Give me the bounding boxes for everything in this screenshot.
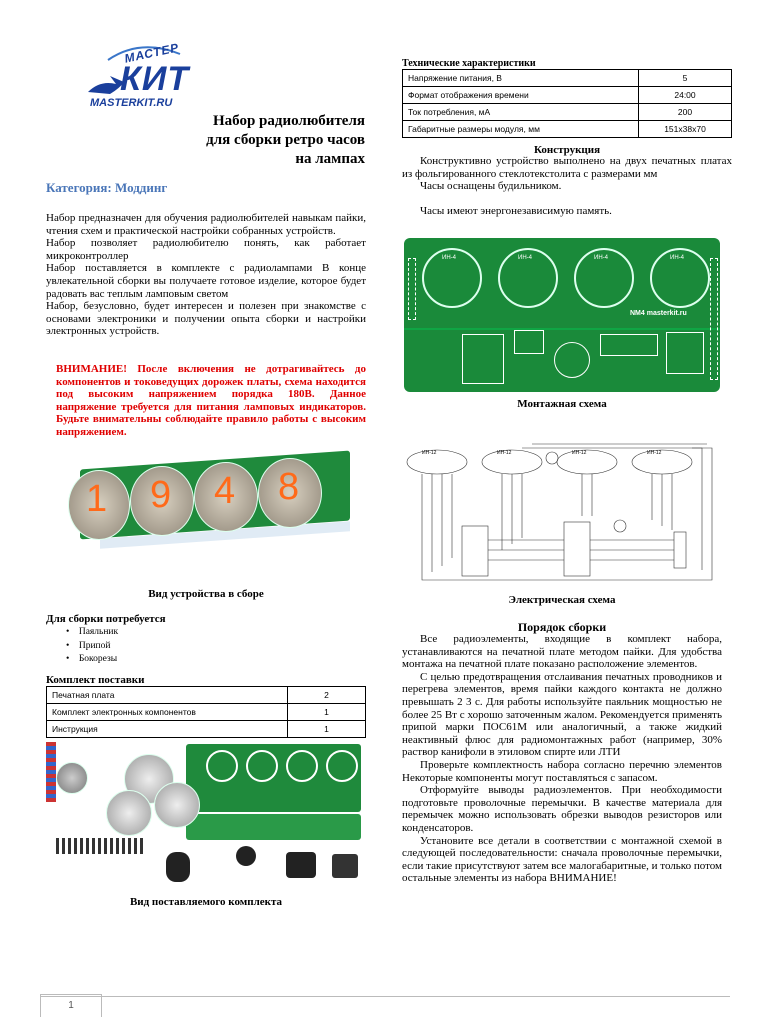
intro-text bbox=[46, 212, 366, 338]
construction-paragraph: Часы оснащены будильником. bbox=[420, 180, 562, 193]
schematic-tube-label: ИН-12 bbox=[422, 450, 437, 456]
assembly-paragraph: Проверьте комплектность набора согласно перечню элементов Некоторые компоненты могут поставляться с запасом. bbox=[402, 758, 722, 784]
assembly-paragraph: Отформуйте выводы радиоэлементов. При необходимости подготовьте проволочные перемычки. В качестве материала для перемычек можно использовать обрезки выводов резисторов или конденсаторов. bbox=[402, 784, 722, 834]
schematic-tube-label: ИН-12 bbox=[497, 450, 512, 456]
logo-brand-main: КИТ bbox=[120, 60, 190, 98]
schematic-caption: Электрическая схема bbox=[508, 594, 616, 606]
kit-title: Комплект поставки bbox=[46, 674, 145, 686]
warning-text: ВНИМАНИЕ! После включения не дотрагивайтесь до компонентов и токоведущих дорожек платы, схема находится под высоким напряжением порядка 180В. Данное напряжение требуется для питания ламповых индикаторов. Будьте внимательны соблюдайте правило работы с высоким напряжением. bbox=[56, 363, 366, 438]
table-row: Ток потребления, мА 200 bbox=[403, 104, 732, 121]
display-digit: 9 bbox=[150, 474, 172, 516]
intro-paragraph: Набор предназначен для обучения радиолюбителей навыкам пайки, чтения схем и практической настройки собранных устройств. bbox=[46, 212, 366, 237]
logo-url: MASTERKIT.RU bbox=[90, 97, 173, 109]
table-row: Напряжение питания, В 5 bbox=[403, 70, 732, 87]
assembly-paragraph: Установите все детали в соответствии с монтажной схемой в следующей последовательности: сначала проволочные перемычки, если такие присутствуют затем все малогабаритные, и только потом остальные элементы из набора ВНИМАНИЕ! bbox=[402, 834, 722, 885]
schematic-tube-label: ИН-12 bbox=[647, 450, 662, 456]
table-row: Инструкция 1 bbox=[47, 721, 366, 738]
list-item: • Паяльник bbox=[66, 627, 119, 637]
pcb-tube-label: ИН-4 bbox=[442, 255, 456, 261]
kit-photo bbox=[46, 742, 366, 892]
title-line-2: для сборки ретро часов bbox=[206, 132, 365, 148]
pcb-tube-label: ИН-4 bbox=[670, 255, 684, 261]
construction-text bbox=[402, 155, 732, 217]
category-heading: Категория: Моддинг bbox=[46, 180, 168, 195]
page-title bbox=[120, 112, 365, 169]
display-digit: 4 bbox=[214, 470, 236, 512]
tools-title: Для сборки потребуется bbox=[46, 613, 166, 625]
construction-paragraph: Конструктивно устройство выполнено на двух печатных платах из фольгированного стеклотекстолита с размерами мм bbox=[402, 155, 732, 180]
assembly-title: Порядок сборки bbox=[517, 620, 607, 634]
schematic-diagram bbox=[402, 440, 722, 590]
mount-caption: Монтажная схема bbox=[517, 398, 607, 410]
device-photo bbox=[60, 452, 360, 582]
tools-list bbox=[66, 626, 118, 667]
table-row: Печатная плата 2 bbox=[47, 687, 366, 704]
construction-paragraph: Часы имеют энергонезависимую память. bbox=[420, 204, 612, 217]
specs-table bbox=[402, 69, 732, 138]
pcb-label: NM4 masterkit.ru bbox=[630, 310, 687, 317]
pcb-mounting-diagram bbox=[404, 238, 720, 392]
specs-title: Технические характеристики bbox=[402, 58, 536, 69]
display-digit: 8 bbox=[278, 466, 300, 508]
page-number: 1 bbox=[68, 1000, 74, 1011]
kit-caption: Вид поставляемого комплекта bbox=[129, 896, 283, 908]
intro-paragraph: Набор позволяет радиолюбителю понять, как работает микроконтроллер bbox=[46, 237, 366, 262]
assembly-text bbox=[402, 633, 722, 885]
device-caption: Вид устройства в сборе bbox=[148, 588, 264, 600]
list-item: • Припой bbox=[66, 640, 111, 651]
logo-brand-top: МАСТЕР bbox=[123, 40, 181, 66]
construction-title: Конструкция bbox=[533, 144, 601, 156]
pcb-tube-label: ИН-4 bbox=[594, 255, 608, 261]
schematic-graphic bbox=[402, 440, 722, 590]
display-digit: 1 bbox=[86, 478, 108, 520]
assembly-paragraph: Все радиоэлементы, входящие в комплект набора, устанавливаются на печатной плате методом пайки. Для удобства монтажа на печатной плате показано расположение элементов. bbox=[402, 633, 722, 671]
list-item: • Бокорезы bbox=[66, 654, 118, 664]
title-line-1: Набор радиолюбителя bbox=[212, 113, 365, 129]
intro-paragraph: Набор поставляется в комплекте с радиолампами В конце увлекательной сборки вы получаете готовое изделие, которое будет радовать вас теплым ламповым светом bbox=[46, 262, 366, 300]
logo bbox=[80, 40, 210, 112]
table-row: Формат отображения времени 24:00 bbox=[403, 87, 732, 104]
title-line-3: на лампах bbox=[295, 151, 365, 167]
intro-paragraph: Набор, безусловно, будет интересен и полезен при знакомстве с основами электроники и получении опыта сборки и настройки электронных устройств. bbox=[46, 300, 366, 338]
schematic-tube-label: ИН-12 bbox=[572, 450, 587, 456]
assembly-paragraph: С целью предотвращения отслаивания печатных проводников и перегрева элементов, время пайки каждого контакта не должно превышать 2 3 с. Для работы используйте паяльник мощностью не более 25 Вт с хорошо заточенным жалом. Рекомендуется применять припой марки ПОС61М или аналогичный, а также жидкий неактивный флюс для радиомонтажных работ (например, 30% раствор канифоли в этиловом спирте или ЛТИ bbox=[402, 670, 722, 759]
pcb-tube-label: ИН-4 bbox=[518, 255, 532, 261]
kit-table bbox=[46, 686, 366, 738]
page-number-box bbox=[40, 994, 102, 1017]
table-row: Комплект электронных компонентов 1 bbox=[47, 704, 366, 721]
footer-rule bbox=[40, 996, 730, 997]
table-row: Габаритные размеры модуля, мм 151x38x70 bbox=[403, 121, 732, 138]
